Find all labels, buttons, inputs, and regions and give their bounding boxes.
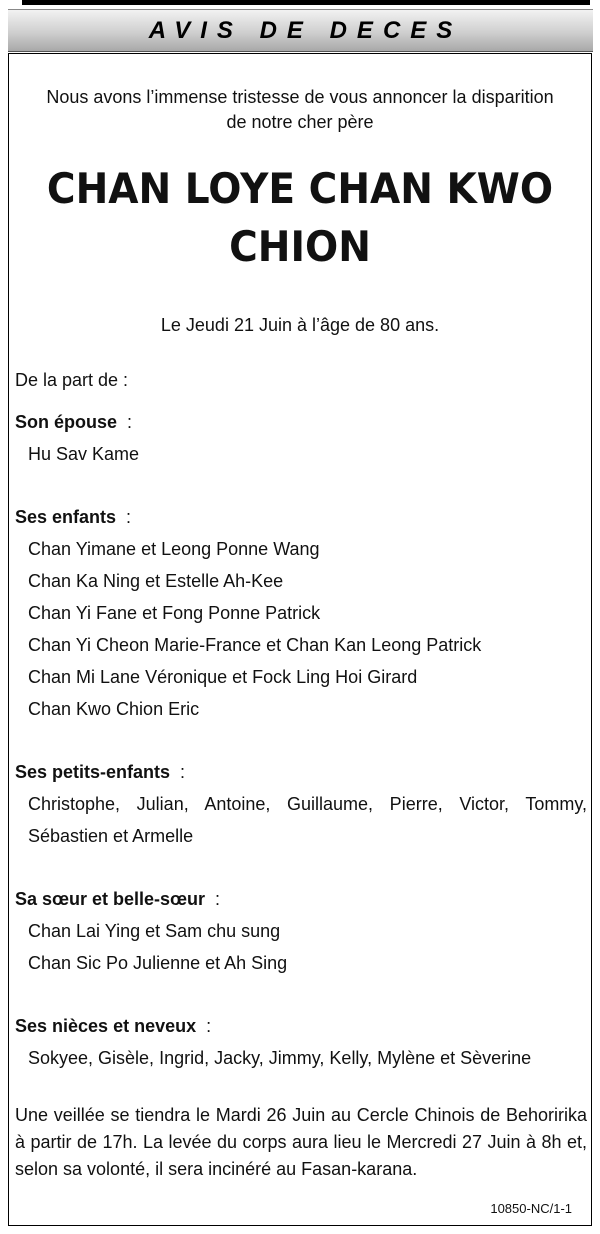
intro-line-1: Nous avons l’immense tristesse de vous annoncer la disparition (46, 87, 554, 107)
death-date: Le Jeudi 21 Juin à l’âge de 80 ans. (160, 315, 440, 335)
intro-text (0, 85, 600, 135)
section-grandchildren (15, 756, 587, 852)
list-item: Chan Kwo Chion Eric (28, 699, 200, 719)
list-item: Chan Sic Po Julienne et Ah Sing (28, 953, 288, 973)
list-item: Chan Yi Cheon Marie-France et Chan Kan Leong Patrick (28, 635, 482, 655)
notice-title: AVIS DE DECES (148, 16, 463, 44)
section-children (15, 501, 587, 725)
list-item: Hu Sav Kame (28, 444, 140, 464)
intro-line-2: de notre cher père (226, 112, 374, 132)
section-label: Sa sœur et belle-sœur (15, 889, 206, 909)
section-sisters (15, 883, 587, 979)
list-item: Chan Ka Ning et Estelle Ah-Kee (28, 571, 284, 591)
list-item: Chan Mi Lane Véronique et Fock Ling Hoi Girard (28, 667, 418, 687)
section-colon: : (117, 412, 133, 432)
top-rule (22, 0, 590, 5)
deceased-name (21, 160, 579, 276)
list-item: Chan Lai Ying et Sam chu sung (28, 921, 281, 941)
notice-header (8, 9, 593, 52)
section-colon: : (170, 762, 186, 782)
deceased-name-line-1: CHAN LOYE CHAN KWO (46, 164, 554, 213)
deceased-name-line-2: CHION (229, 222, 371, 271)
from-label: De la part de : (15, 370, 129, 390)
list-item: Christophe, Julian, Antoine, Guillaume, Pierre, Victor, Tommy, Sébastien et Armelle (28, 794, 587, 846)
section-colon: : (205, 889, 221, 909)
vigil-paragraph: Une veillée se tiendra le Mardi 26 Juin au Cercle Chinois de Behoririka à partir de 17h. La levée du corps aura lieu le Mercredi 27 Juin à 8h et, selon sa volonté, il sera incinéré au Fasan-karana. (15, 1105, 587, 1179)
list-item: Chan Yimane et Leong Ponne Wang (28, 539, 320, 559)
section-colon: : (196, 1016, 212, 1036)
section-label: Ses nièces et neveux (15, 1016, 197, 1036)
family-list (15, 364, 587, 1074)
reference-code: 10850-NC/1-1 (490, 1201, 572, 1216)
section-label: Ses petits-enfants (15, 762, 171, 782)
section-colon: : (116, 507, 132, 527)
list-item: Chan Yi Fane et Fong Ponne Patrick (28, 603, 321, 623)
section-nieces-nephews (15, 1010, 587, 1074)
section-label: Son épouse (15, 412, 118, 432)
section-spouse (15, 406, 587, 470)
section-label: Ses enfants (15, 507, 117, 527)
list-item: Sokyee, Gisèle, Ingrid, Jacky, Jimmy, Kelly, Mylène et Sèverine (28, 1048, 532, 1068)
